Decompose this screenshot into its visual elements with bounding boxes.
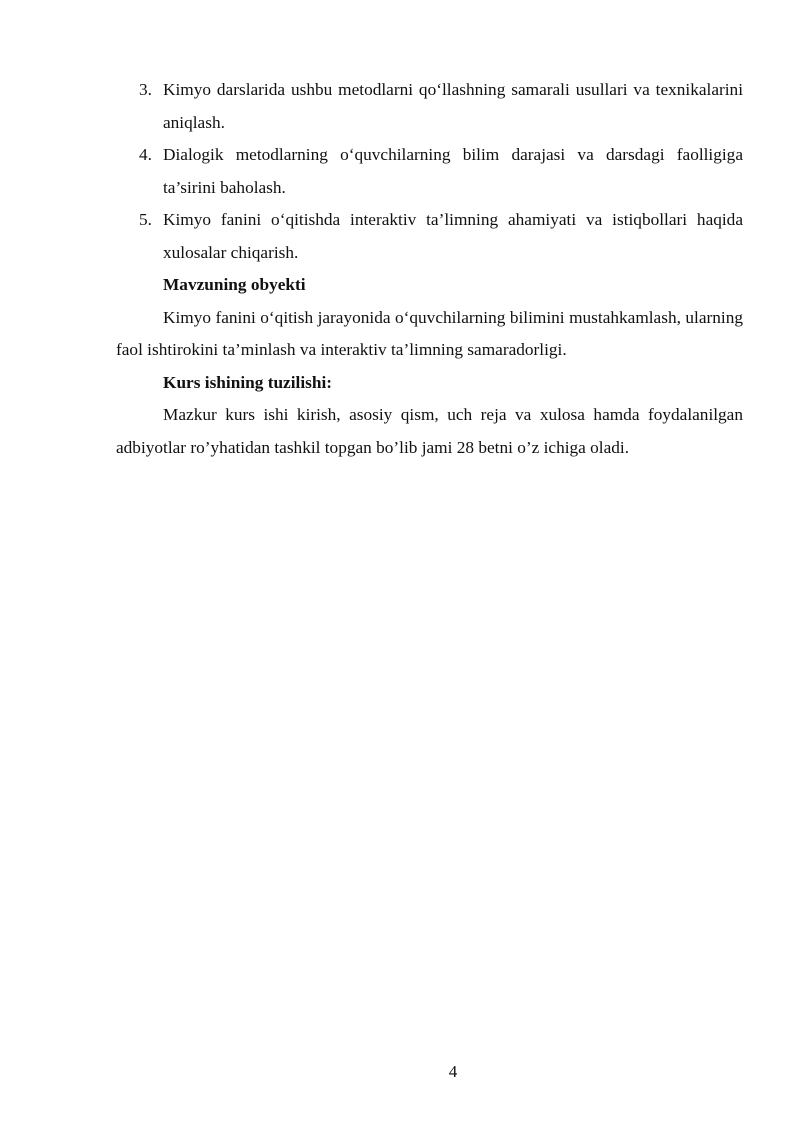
section-heading-structure: Kurs ishining tuzilishi:: [163, 372, 333, 392]
list-item-text: Kimyo fanini o‘qitishda interaktiv ta’limning ahamiyati va istiqbollari haqida xulosalar chiqarish.: [163, 210, 743, 262]
list-item: [116, 74, 743, 139]
section-paragraph-object: Kimyo fanini o‘qitish jarayonida o‘quvchilarning bilimini mustahkamlash, ularning faol ishtirokini ta’minlash va interaktiv ta’limning samaradorligi.: [116, 307, 743, 359]
page-content: [116, 74, 743, 464]
page-number: 4: [448, 1062, 458, 1081]
list-item-text: Dialogik metodlarning o‘quvchilarning bilim darajasi va darsdagi faolligiga ta’sirini baholash.: [163, 145, 743, 197]
numbered-list: [116, 74, 743, 269]
list-item-number: 3.: [139, 80, 152, 99]
list-item: [116, 139, 743, 204]
section-paragraph-structure: Mazkur kurs ishi kirish, asosiy qism, uch reja va xulosa hamda foydalanilgan adbiyotlar ro’yhatidan tashkil topgan bo’lib jami 28 betni o’z ichiga oladi.: [116, 405, 743, 457]
list-item-text: Kimyo darslarida ushbu metodlarni qo‘llashning samarali usullari va texnikalarini aniqlash.: [163, 80, 743, 132]
section-heading-object: Mavzuning obyekti: [163, 275, 306, 294]
list-item-number: 5.: [139, 210, 152, 229]
list-item: [116, 204, 743, 269]
list-item-number: 4.: [139, 145, 152, 164]
